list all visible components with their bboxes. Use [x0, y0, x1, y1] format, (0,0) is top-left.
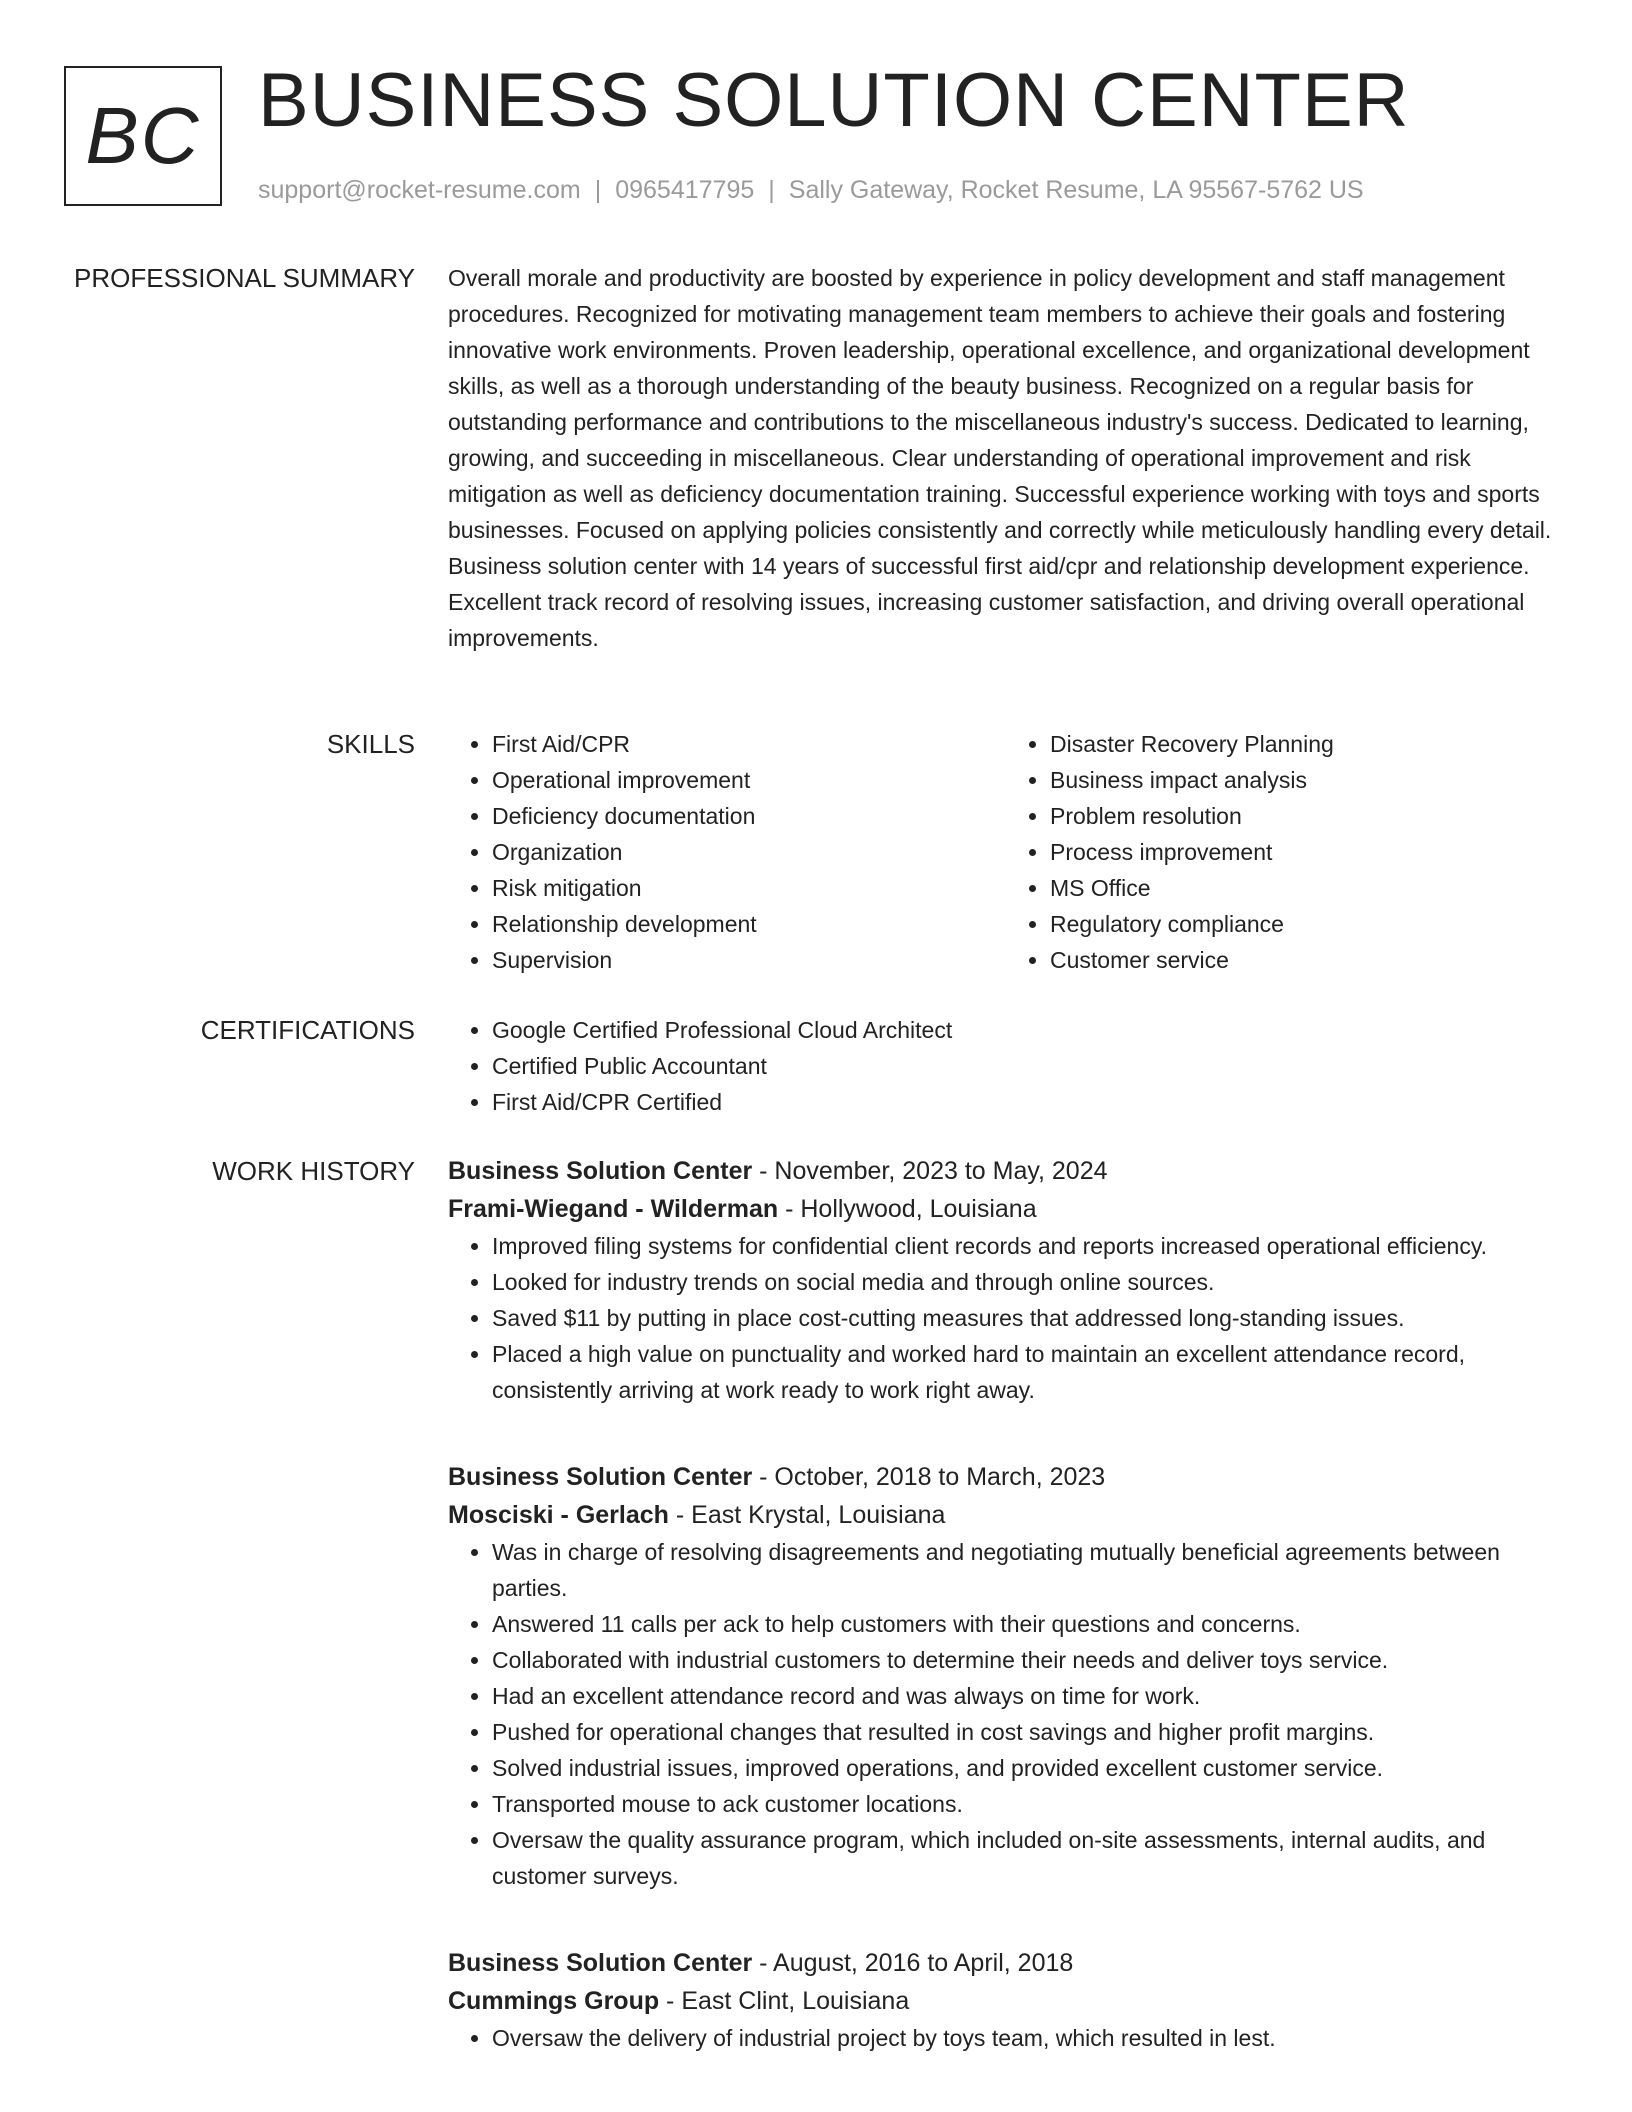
skill-item: • Disaster Recovery Planning: [1050, 726, 1564, 762]
job-company: Mosciski - Gerlach: [448, 1501, 669, 1529]
contact-separator: |: [594, 176, 602, 204]
certifications-list: [448, 1012, 1564, 1120]
certification-item: • Certified Public Accountant: [492, 1048, 1564, 1084]
contact-email[interactable]: support@rocket-resume.com: [258, 176, 581, 204]
job-role: Business Solution Center: [448, 1463, 753, 1491]
job-bullet: • Answered 11 calls per ack to help customers with their questions and concerns.: [492, 1606, 1564, 1642]
job-company-line: [448, 1982, 1564, 2020]
skill-item: • MS Office: [1050, 870, 1564, 906]
job-company-line: [448, 1190, 1564, 1228]
job-title-line: [448, 1458, 1564, 1496]
job-dates: - October, 2018 to March, 2023: [752, 1463, 1106, 1491]
job-title-line: [448, 1152, 1564, 1190]
job-bullet: • Had an excellent attendance record and was always on time for work.: [492, 1678, 1564, 1714]
skill-item: • Process improvement: [1050, 834, 1564, 870]
job-bullets: [448, 1534, 1564, 1894]
certifications-heading: CERTIFICATIONS: [200, 1015, 415, 1045]
job-location: - East Clint, Louisiana: [659, 1987, 910, 2015]
skill-item: • Risk mitigation: [492, 870, 1006, 906]
job-bullet: • Pushed for operational changes that resulted in cost savings and higher profit margins.: [492, 1714, 1564, 1750]
skill-item: • Business impact analysis: [1050, 762, 1564, 798]
monogram-initials: BC: [85, 91, 201, 180]
job-bullet: • Oversaw the delivery of industrial project by toys team, which resulted in lest.: [492, 2020, 1564, 2056]
job-entry: [448, 1458, 1564, 1894]
work-history-heading: WORK HISTORY: [212, 1156, 415, 1186]
certification-item: • First Aid/CPR Certified: [492, 1084, 1564, 1120]
skills-heading: SKILLS: [326, 729, 415, 759]
job-bullet: • Improved filing systems for confidential client records and reports increased operational efficiency.: [492, 1228, 1564, 1264]
job-bullet: • Collaborated with industrial customers to determine their needs and deliver toys service.: [492, 1642, 1564, 1678]
job-bullet: • Saved $11 by putting in place cost-cutting measures that addressed long-standing issues.: [492, 1300, 1564, 1336]
job-bullet: • Was in charge of resolving disagreements and negotiating mutually beneficial agreements between parties.: [492, 1534, 1564, 1606]
summary-body: [448, 260, 1564, 656]
skill-item: • Deficiency documentation: [492, 798, 1006, 834]
job-bullet: • Transported mouse to ack customer locations.: [492, 1786, 1564, 1822]
summary-text: Overall morale and productivity are boosted by experience in policy development and staff management procedures. Recognized for motivating management team members to achieve their goals and fostering innovative work environments. Proven leadership, operational excellence, and organizational development skills, as well as a thorough understanding of the beauty business. Recognized on a regular basis for outstanding performance and contributions to the miscellaneous industry's success. Dedicated to learning, growing, and succeeding in miscellaneous. Clear understanding of operational improvement and risk mitigation as well as deficiency documentation training. Successful experience working with toys and sports businesses. Focused on applying policies consistently and correctly while meticulously handling every detail. Business solution center with 14 years of successful first aid/cpr and relationship development experience. Excellent track record of resolving issues, increasing customer satisfaction, and driving overall operational improvements.: [448, 265, 1552, 651]
certification-item: • Google Certified Professional Cloud Architect: [492, 1012, 1564, 1048]
skills-grid: [448, 726, 1564, 978]
job-role: Business Solution Center: [448, 1949, 753, 1977]
contact-line: [258, 176, 1364, 205]
job-bullet: • Oversaw the quality assurance program, which included on-site assessments, internal audits, and customer surveys.: [492, 1822, 1564, 1894]
job-dates: - August, 2016 to April, 2018: [752, 1949, 1074, 1977]
job-bullet: • Solved industrial issues, improved operations, and provided excellent customer service.: [492, 1750, 1564, 1786]
job-bullet: • Placed a high value on punctuality and worked hard to maintain an excellent attendance record, consistently arriving at work ready to work right away.: [492, 1336, 1564, 1408]
job-dates: - November, 2023 to May, 2024: [752, 1157, 1108, 1185]
summary-heading: PROFESSIONAL SUMMARY: [74, 263, 415, 293]
job-company: Cummings Group: [448, 1987, 660, 2015]
skill-item: • First Aid/CPR: [492, 726, 1006, 762]
job-bullets: [448, 1228, 1564, 1408]
job-entry: [448, 1944, 1564, 2056]
job-role: Business Solution Center: [448, 1157, 753, 1185]
skill-item: • Relationship development: [492, 906, 1006, 942]
job-location: - East Krystal, Louisiana: [668, 1501, 946, 1529]
contact-phone[interactable]: 0965417795: [615, 176, 755, 204]
skill-item: • Problem resolution: [1050, 798, 1564, 834]
resume-name: BUSINESS SOLUTION CENTER: [258, 58, 1410, 143]
skill-item: • Supervision: [492, 942, 1006, 978]
skills-list-right: [1006, 726, 1564, 978]
skills-list-left: [448, 726, 1006, 978]
contact-address: Sally Gateway, Rocket Resume, LA 95567-5762 US: [788, 176, 1364, 204]
skill-item: • Customer service: [1050, 942, 1564, 978]
job-company: Frami-Wiegand - Wilderman: [448, 1195, 779, 1223]
skill-item: • Organization: [492, 834, 1006, 870]
skill-item: • Regulatory compliance: [1050, 906, 1564, 942]
job-bullets: [448, 2020, 1564, 2056]
job-company-line: [448, 1496, 1564, 1534]
job-title-line: [448, 1944, 1564, 1982]
monogram: [64, 66, 222, 206]
skill-item: • Operational improvement: [492, 762, 1006, 798]
job-location: - Hollywood, Louisiana: [778, 1195, 1037, 1223]
skills-body: [448, 726, 1564, 978]
contact-separator: |: [768, 176, 775, 204]
work-history-body: [448, 1152, 1564, 2056]
certifications-body: [448, 1012, 1564, 1120]
job-bullet: • Looked for industry trends on social media and through online sources.: [492, 1264, 1564, 1300]
job-entry: [448, 1152, 1564, 1408]
